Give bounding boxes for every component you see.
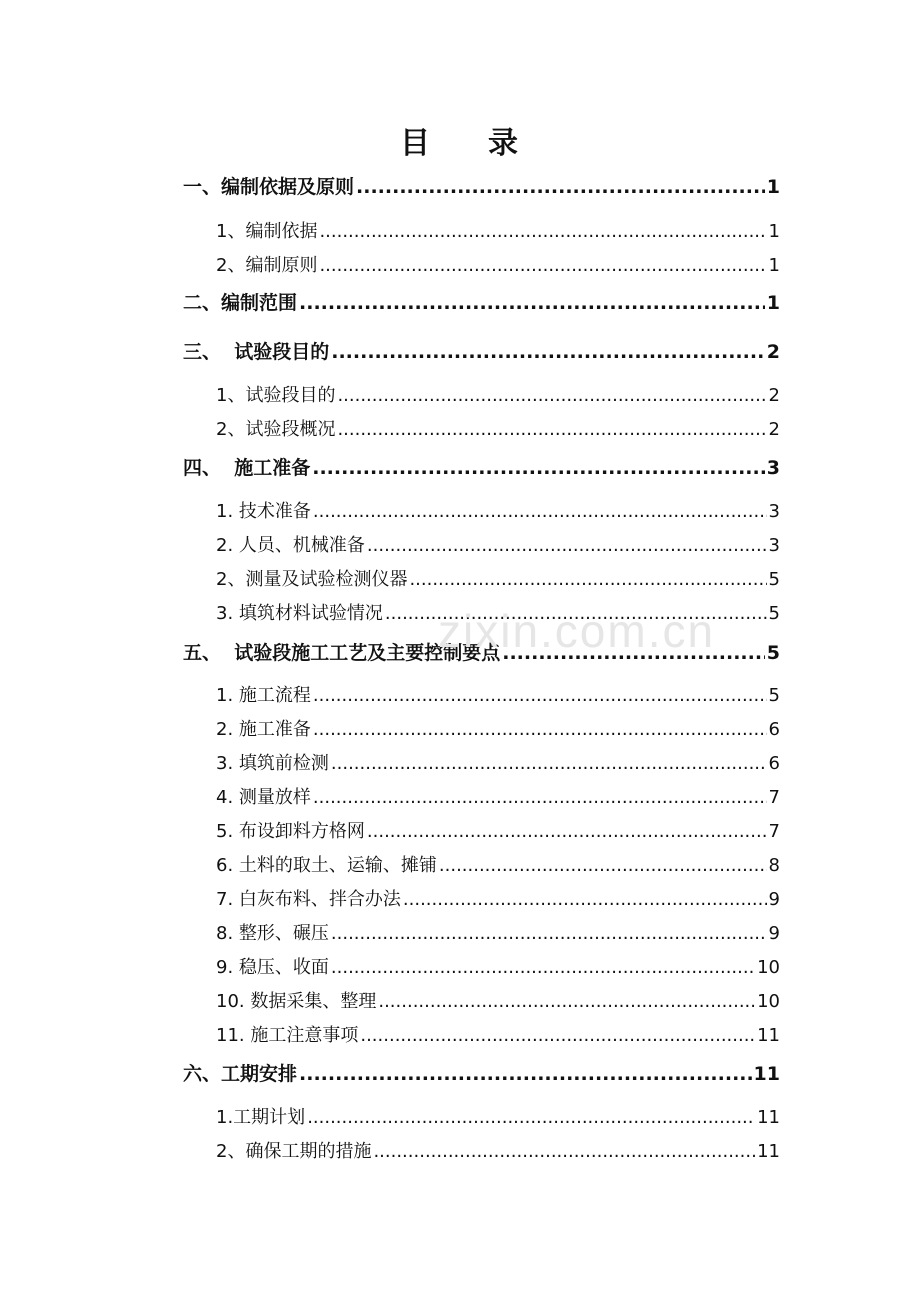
toc-entry-label: 五、 试验段施工工艺及主要控制要点	[183, 642, 501, 664]
toc-entry-label: 1. 施工流程	[216, 685, 311, 706]
toc-leader	[403, 889, 767, 910]
toc-leader	[331, 341, 765, 363]
toc-entry-label: 2、确保工期的措施	[216, 1141, 372, 1162]
toc-entry[interactable]	[183, 453, 780, 480]
toc-page-number: 1	[768, 221, 780, 242]
toc-page-number: 11	[757, 1025, 780, 1046]
toc-page-number: 2	[768, 385, 780, 406]
toc-leader	[439, 855, 767, 876]
toc-entry[interactable]	[216, 1137, 780, 1163]
toc-entry[interactable]	[216, 1021, 780, 1047]
toc-leader	[312, 457, 765, 479]
toc-leader	[331, 753, 767, 774]
watermark: zixin.com.cn	[438, 605, 716, 657]
toc-entry[interactable]	[216, 251, 780, 277]
toc-entry-label: 2. 施工准备	[216, 719, 311, 740]
toc-leader	[331, 923, 767, 944]
toc-entry[interactable]	[183, 337, 780, 364]
toc-leader	[502, 642, 765, 664]
toc-page-number: 3	[768, 535, 780, 556]
toc-page-number: 11	[757, 1141, 780, 1162]
toc-leader	[356, 176, 765, 198]
toc-entry-label: 三、 试验段目的	[183, 341, 330, 363]
toc-page-number: 3	[768, 501, 780, 522]
toc-entry-label: 1、编制依据	[216, 221, 318, 242]
toc-entry[interactable]	[183, 288, 780, 315]
toc-entry[interactable]	[216, 817, 780, 843]
toc-leader	[378, 991, 755, 1012]
title-char-2: 录	[488, 126, 520, 161]
toc-entry[interactable]	[216, 381, 780, 407]
toc-page-number: 1	[768, 255, 780, 276]
toc-leader	[319, 221, 766, 242]
toc-entry[interactable]	[216, 885, 780, 911]
toc-entry-label: 1、试验段目的	[216, 385, 336, 406]
toc-leader	[337, 385, 766, 406]
toc-page-number: 2	[768, 419, 780, 440]
toc-entry[interactable]	[183, 638, 780, 665]
toc-page-number: 5	[768, 569, 780, 590]
toc-entry-label: 1.工期计划	[216, 1107, 306, 1128]
toc-page-number: 5	[766, 642, 780, 664]
toc-page-number: 9	[768, 889, 780, 910]
toc-page-number: 11	[753, 1063, 780, 1085]
toc-page-number: 5	[768, 685, 780, 706]
toc-page-number: 10	[757, 991, 780, 1012]
toc-entry[interactable]	[216, 531, 780, 557]
toc-entry[interactable]	[216, 217, 780, 243]
toc-leader	[367, 535, 767, 556]
toc-entry[interactable]	[216, 953, 780, 979]
toc-leader	[367, 821, 767, 842]
toc-entry-label: 3. 填筑材料试验情况	[216, 603, 383, 624]
toc-leader	[337, 419, 766, 440]
toc-page-number: 8	[768, 855, 780, 876]
toc-entry[interactable]	[216, 783, 780, 809]
toc-page-number: 6	[768, 719, 780, 740]
toc-entry-label: 6. 土料的取土、运输、摊铺	[216, 855, 437, 876]
toc-entry[interactable]	[216, 987, 780, 1013]
toc-leader	[373, 1141, 755, 1162]
toc-leader	[307, 1107, 755, 1128]
toc-entry-label: 四、 施工准备	[183, 457, 311, 479]
toc-entry-label: 2、编制原则	[216, 255, 318, 276]
toc-entry-label: 5. 布设卸料方格网	[216, 821, 365, 842]
toc-entry-label: 六、工期安排	[183, 1063, 298, 1085]
toc-entry-label: 4. 测量放样	[216, 787, 311, 808]
toc-leader	[313, 719, 767, 740]
toc-leader	[313, 685, 767, 706]
toc-entry-label: 2、试验段概况	[216, 419, 336, 440]
toc-entry-label: 2. 人员、机械准备	[216, 535, 365, 556]
toc-page-number: 7	[768, 787, 780, 808]
toc-entry-label: 二、编制范围	[183, 292, 298, 314]
toc-page-number: 6	[768, 753, 780, 774]
toc-entry-label: 2、测量及试验检测仪器	[216, 569, 408, 590]
toc-entry[interactable]	[216, 715, 780, 741]
toc-entry-label: 10. 数据采集、整理	[216, 991, 377, 1012]
toc-leader	[313, 787, 767, 808]
toc-leader	[331, 957, 755, 978]
toc-leader	[385, 603, 767, 624]
toc-page-number: 7	[768, 821, 780, 842]
toc-entry[interactable]	[183, 172, 780, 199]
toc-leader	[409, 569, 766, 590]
toc-page-number: 11	[757, 1107, 780, 1128]
toc-entry-label: 1. 技术准备	[216, 501, 311, 522]
toc-leader	[313, 501, 767, 522]
toc-leader	[360, 1025, 755, 1046]
toc-leader	[319, 255, 766, 276]
toc-page-number: 5	[768, 603, 780, 624]
toc-entry[interactable]	[216, 497, 780, 523]
toc-page-number: 1	[766, 292, 780, 314]
title-char-1: 目	[400, 126, 432, 161]
toc-entry[interactable]	[216, 851, 780, 877]
toc-entry[interactable]	[216, 919, 780, 945]
toc-entry-label: 7. 白灰布料、拌合办法	[216, 889, 401, 910]
toc-page-number: 9	[768, 923, 780, 944]
toc-entry-label: 9. 稳压、收面	[216, 957, 329, 978]
toc-entry-label: 一、编制依据及原则	[183, 176, 355, 198]
toc-entry-label: 8. 整形、碾压	[216, 923, 329, 944]
toc-entry[interactable]	[183, 1059, 780, 1086]
toc-entry[interactable]	[216, 749, 780, 775]
toc-entry-label: 11. 施工注意事项	[216, 1025, 359, 1046]
toc-entry[interactable]	[216, 565, 780, 591]
toc-entry[interactable]	[216, 681, 780, 707]
toc-entry[interactable]	[216, 415, 780, 441]
toc-page-number: 3	[766, 457, 780, 479]
toc-entry[interactable]	[216, 599, 780, 625]
toc-leader	[299, 1063, 752, 1085]
toc-entry[interactable]	[216, 1103, 780, 1129]
toc-leader	[299, 292, 765, 314]
toc-page-number: 10	[757, 957, 780, 978]
toc-entry-label: 3. 填筑前检测	[216, 753, 329, 774]
toc-page-number: 1	[766, 176, 780, 198]
toc-page-number: 2	[766, 341, 780, 363]
